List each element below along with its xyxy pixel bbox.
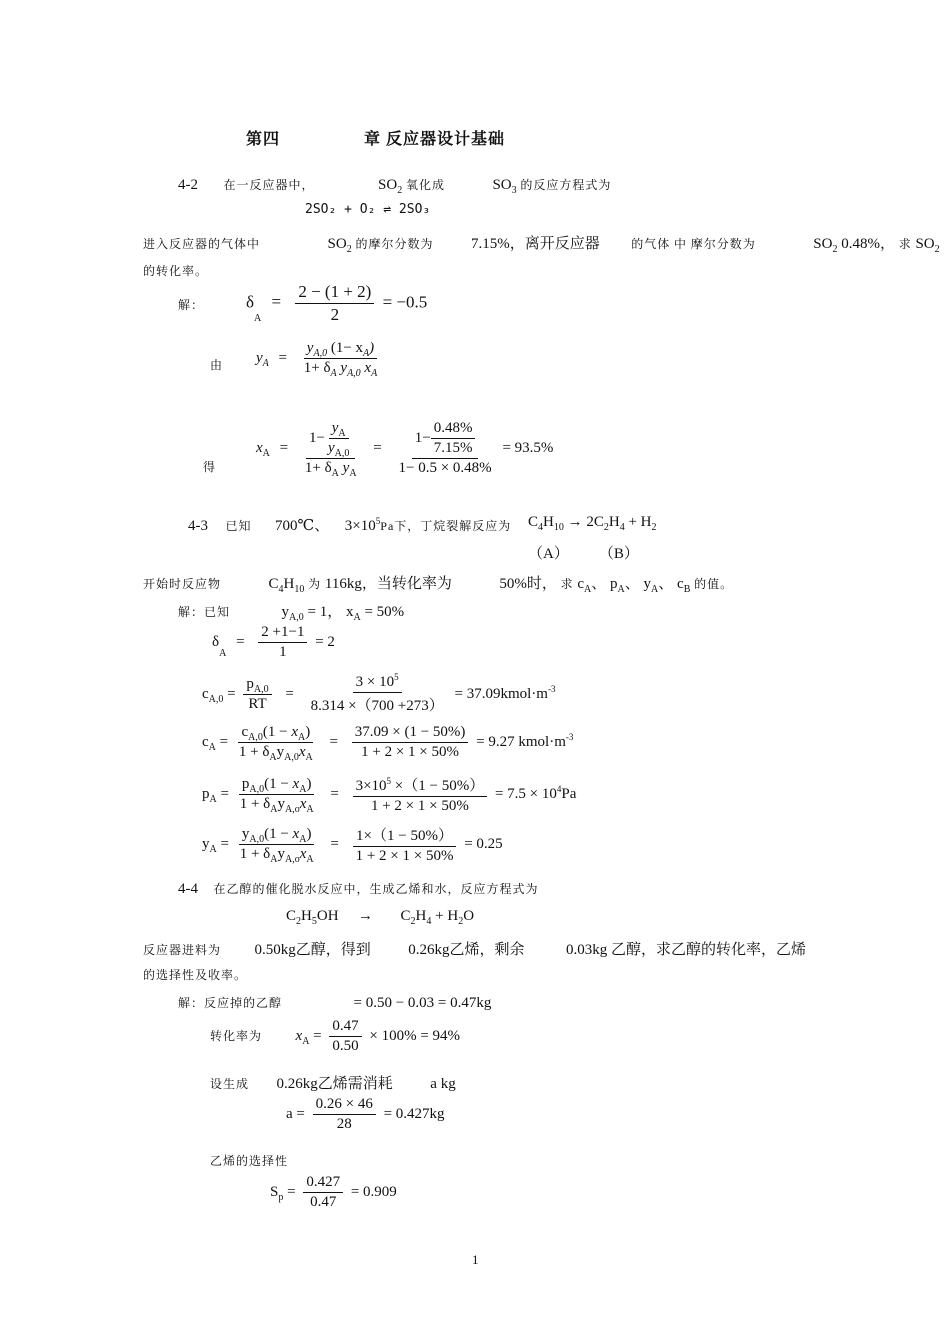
get-label-4-2: 得 (203, 460, 217, 474)
ya-equation-4-2: $y_A$ = $\frac{y_{A,0} (1- x_A)}{1+ \delta_A y_{A,0} x_A}$ (256, 340, 378, 379)
ca-equation-4-3: $c_A$ = $\frac{c_{A,0}(1 - x_A)}{1 + \delta_Ay_{A,0}x_A}$ = $\frac{37.09 \times (1 - 50\%)}{1 + 2 \times 1 \times 50\%}$ = 9.27 $kmol\cdot m^{-3}$ (202, 724, 574, 763)
reaction-equation-4-4: $C_2H_5OH \to C_2H_4 + H_2O$ (286, 908, 475, 927)
delta-equation-4-3: $\delta_A$ = $\frac{2 +1-1}{1}$ = 2 (212, 624, 335, 660)
chapter-title: 章 反应器设计基础 (364, 131, 506, 148)
solution-step1-4-4: 解：反应掉的乙醇 = 0.50 − 0.03 = 0.47kg (178, 995, 492, 1011)
solution-step4-4-4: 乙烯的选择性 (210, 1154, 289, 1168)
reaction-equation-4-2: 2SO₂ + O₂ ⇌ 2SO₃ (305, 202, 431, 217)
problem-4-2-line3: 的转化率。 (143, 264, 209, 278)
solution-step3-4-4: 设生成 0.26kg乙烯需消耗 a kg (210, 1076, 456, 1092)
chapter-heading (246, 126, 505, 149)
solution-step3-eq-4-4: a = $\frac{0.26 \times 46}{28}$ = 0.427kg (286, 1096, 445, 1132)
by-label-4-2: 由 (210, 358, 224, 372)
problem-4-2-line2: 进入反应器的气体中 $SO_2$ 的摩尔分数为 7.15%，离开反应器 的气体 中 摩尔分数为 $SO_2$ 0.48%， 求 $SO_2$ (143, 236, 940, 255)
problem-4-4-line2: 反应器进料为 0.50kg乙醇，得到 0.26kg乙烯，剩余 0.03kg 乙醇，求乙醇的转化率，乙烯 (143, 942, 807, 958)
problem-4-3-intro: 4-3 已知 700℃、 $3\times 10^5Pa$下，丁烷裂解反应为 (188, 516, 512, 534)
ya-equation-4-3: $y_A$ = $\frac{y_{A,0}(1 - x_A)}{1 + \delta_Ay_{A,o}x_A}$ = $\frac{1\times(1 - 50\%)}{1 + 2 \times 1 \times 50\%}$ = 0.25 (202, 826, 503, 865)
selectivity-equation-4-4: $S_p$ = $\frac{0.427}{0.47}$ = 0.909 (270, 1174, 397, 1210)
page-number: 1 (472, 1252, 479, 1267)
reaction-equation-4-3: $C_4H_{10} \to 2C_2H_4 + H_2$ (528, 514, 657, 533)
ca0-equation-4-3: $c_{A,0}$ = $\frac{p_{A,0}}{RT}$ = $\frac{3 \times 10^5}{8.314 \times(700 +273)}$ = $37.09kmol\cdot m^{-3}$ (202, 672, 556, 714)
delta-equation-4-2: $\delta_A$ = $\frac{2 - (1 + 2)}{2}$ = −0.5 (246, 282, 428, 325)
chapter-number: 第四 (246, 131, 281, 148)
solution-label-4-2: 解： (178, 298, 205, 312)
pa-equation-4-3: $p_A$ = $\frac{p_{A,0}(1 - x_A)}{1 + \delta_Ay_{A,o}x_A}$ = $\frac{3\times 10^5 \times(1 - 50\%)}{1 + 2 \times 1 \times 50\%}$ = $7.5 \times 10^4Pa$ (202, 776, 577, 815)
problem-4-4-intro: 4-4 在乙醇的催化脱水反应中，生成乙烯和水，反应方程式为 (178, 881, 539, 897)
problem-4-2-intro: 4-2 在一反应器中， $SO_2$ 氧化成 $SO_3$ 的反应方程式为 (178, 177, 612, 196)
problem-4-4-line3: 的选择性及收率。 (143, 968, 248, 982)
problem-4-3-line2: 开始时反应物 $C_4H_{10}$ 为 116kg，当转化率为 50%时， 求 $c_A$、 $p_A$、 $y_A$、 $c_B$ 的值。 (143, 576, 734, 595)
xa-equation-4-2: $x_A$ = 1− $\frac{y_A}{y_{A,0}}$ $1+ \delta_A$ $y_A$ = 1− $\frac{0.48\%}{7.15\%}$ 1− 0.5 × 0.48% = 93.5% (256, 420, 554, 479)
reaction-labels-4-3: （A） （B） (528, 546, 639, 562)
solution-given-4-3: 解：已知 $y_{A,0} = 1$， $x_A = 50\%$ (178, 604, 405, 623)
solution-step2-4-4: 转化率为 $x_A$ = $\frac{0.47}{0.50}$ × 100% = 94% (210, 1018, 461, 1054)
